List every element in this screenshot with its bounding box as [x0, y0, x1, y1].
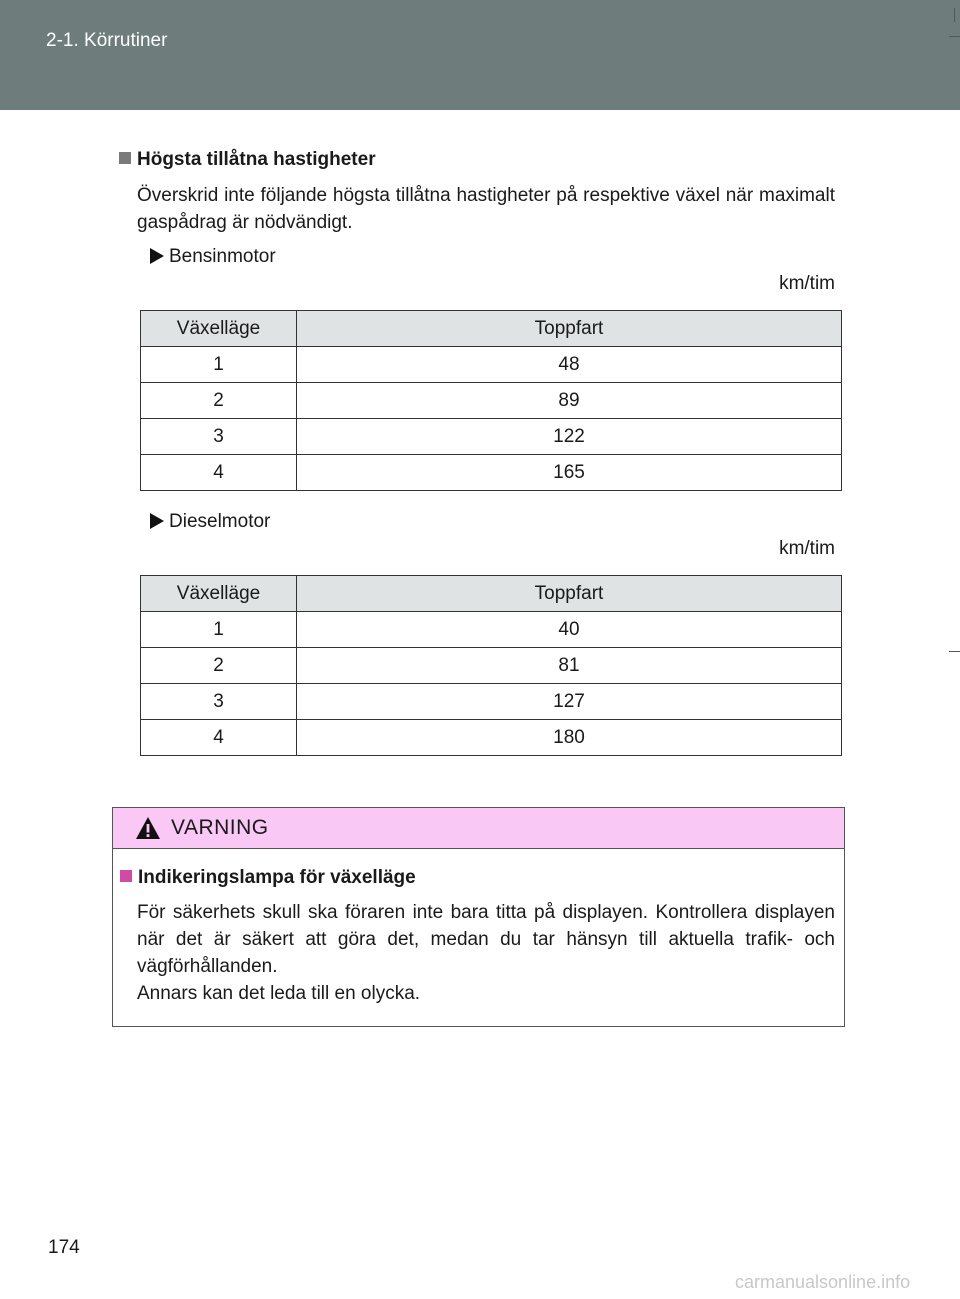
speed-table-petrol	[140, 310, 842, 491]
watermark: carmanualsonline.info	[735, 1272, 911, 1292]
table-cell: 2	[141, 383, 297, 419]
warning-paragraph: Annars kan det leda till en olycka.	[137, 983, 421, 1004]
table-row	[141, 720, 842, 756]
table-row	[141, 684, 842, 720]
speed-table-diesel	[140, 575, 842, 756]
crop-mark	[949, 651, 960, 652]
table-cell: 2	[141, 648, 297, 684]
crop-mark	[949, 36, 960, 37]
page-header	[0, 0, 960, 110]
subheading-petrol	[150, 246, 276, 268]
subheading-label: Bensinmotor	[169, 246, 276, 267]
section-title-text: Högsta tillåtna hastigheter	[137, 149, 376, 170]
column-header: Växelläge	[141, 311, 297, 347]
warning-subtitle-text: Indikeringslampa för växelläge	[138, 867, 416, 888]
square-bullet-icon	[119, 152, 131, 164]
table-cell: 180	[297, 720, 842, 756]
header-section-title: 2-1. Körrutiner	[46, 30, 168, 51]
column-header: Växelläge	[141, 576, 297, 612]
table-row	[141, 347, 842, 383]
intro-paragraph: Överskrid inte följande högsta tillåtna hastigheter på respektive växel när maximalt gaspådrag är nödvändigt.	[137, 185, 835, 233]
warning-triangle-icon	[135, 816, 161, 840]
table-cell: 89	[297, 383, 842, 419]
warning-subtitle	[120, 867, 416, 889]
table-header-row	[141, 311, 842, 347]
table-row	[141, 455, 842, 491]
crop-mark	[954, 8, 955, 22]
table-cell: 4	[141, 455, 297, 491]
table-row	[141, 383, 842, 419]
triangle-bullet-icon	[150, 513, 164, 529]
table-cell: 40	[297, 612, 842, 648]
table-cell: 48	[297, 347, 842, 383]
table-cell: 122	[297, 419, 842, 455]
table-cell: 1	[141, 347, 297, 383]
table-row	[141, 612, 842, 648]
subheading-label: Dieselmotor	[169, 511, 271, 532]
warning-header	[113, 808, 844, 849]
table-row	[141, 419, 842, 455]
page-number: 174	[48, 1237, 80, 1258]
square-bullet-icon	[120, 870, 132, 882]
table-cell: 4	[141, 720, 297, 756]
table-cell: 81	[297, 648, 842, 684]
unit-label: km/tim	[779, 538, 835, 559]
table-cell: 165	[297, 455, 842, 491]
column-header: Toppfart	[297, 311, 842, 347]
warning-text	[137, 899, 835, 1007]
column-header: Toppfart	[297, 576, 842, 612]
table-header-row	[141, 576, 842, 612]
triangle-bullet-icon	[150, 248, 164, 264]
unit-label: km/tim	[779, 273, 835, 294]
section-title	[119, 149, 376, 171]
table-cell: 3	[141, 419, 297, 455]
warning-title: VARNING	[171, 816, 269, 839]
subheading-diesel	[150, 511, 270, 533]
warning-paragraph: För säkerhets skull ska föraren inte bara titta på displayen. Kontrollera displayen när det är säkert att göra det, medan du tar hänsyn till aktuella trafik- och vägförhållanden.	[137, 902, 835, 977]
table-row	[141, 648, 842, 684]
table-cell: 1	[141, 612, 297, 648]
warning-box	[112, 807, 845, 1027]
table-cell: 127	[297, 684, 842, 720]
table-cell: 3	[141, 684, 297, 720]
